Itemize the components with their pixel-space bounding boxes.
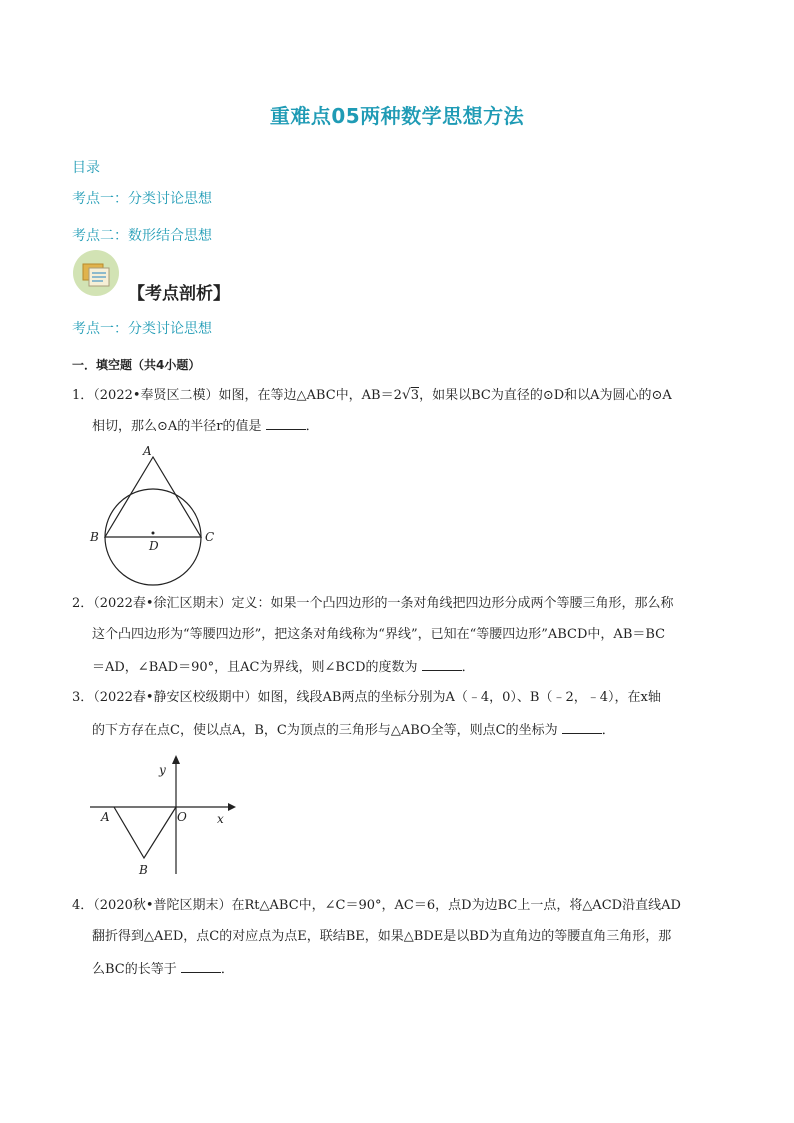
q4-line-2: 翻折得到△AED，点C的对应点为点E，联结BE，如果△BDE是以BD为直角边的等腰直角三角形，那: [92, 929, 672, 944]
label-B: B: [90, 530, 99, 544]
q3-line-2: [92, 721, 615, 739]
q2-line-2: 这个凸四边形为“等腰四边形”，把这条对角线称为“界线”，已知在“等腰四边形”ABCD中，AB＝BC: [92, 627, 666, 642]
section-subheading: 考点一：分类讨论思想: [72, 321, 212, 337]
toc-item-1[interactable]: 考点一：分类讨论思想: [72, 191, 212, 207]
q3-end: ．: [601, 723, 615, 738]
label-O: O: [177, 810, 187, 824]
q2-line-1: 2．（2022春•徐汇区期末）定义：如果一个凸四边形的一条对角线把四边形分成两个等腰三角形，那么称: [72, 596, 674, 611]
q2-end: ．: [461, 660, 475, 675]
answer-blank-1[interactable]: [266, 417, 306, 430]
q3-line-1: 3．（2022春•静安区校级期中）如图，线段AB两点的坐标分别为A（﹣4，0）、B（﹣2，﹣4），在x轴: [72, 690, 661, 705]
answer-blank-3[interactable]: [562, 721, 602, 734]
label-C: C: [205, 530, 215, 544]
q4-line-1: 4．（2020秋•普陀区期末）在Rt△ABC中，∠C＝90°，AC＝6，点D为边BC上一点，将△ACD沿直线AD: [72, 898, 681, 913]
q3-text-b: 的下方存在点C，使以点A，B，C为顶点的三角形与△ABO全等，则点C的坐标为: [92, 723, 558, 738]
label-B: B: [139, 863, 148, 877]
document-icon: [73, 250, 119, 296]
q1-sqrt-value: 3: [410, 388, 420, 403]
q4-line-3: [92, 960, 234, 978]
section-heading: 【考点剖析】: [128, 284, 230, 304]
q1-text-b: ，如果以BC为直径的⊙D和以A为圆心的⊙A: [419, 388, 672, 403]
q2-text-c: ＝AD，∠BAD＝90°，且AC为界线，则∠BCD的度数为: [92, 660, 418, 675]
q4-text-c: 么BC的长等于: [92, 962, 177, 977]
page-title: 重难点05两种数学思想方法: [269, 104, 525, 128]
figure-coordinate-axes: [88, 752, 240, 878]
q1-text-a: 1．（2022•奉贤区二模）如图，在等边△ABC中，AB＝2: [72, 388, 402, 403]
q1-line-2: [92, 417, 319, 435]
toc-item-2[interactable]: 考点二：数形结合思想: [72, 228, 212, 244]
q1-end: ．: [305, 419, 319, 434]
q4-end: ．: [220, 962, 234, 977]
q1-line-1: [72, 387, 672, 404]
label-x: x: [217, 812, 224, 826]
figure-triangle-circle: [82, 440, 232, 590]
answer-blank-4[interactable]: [181, 960, 221, 973]
q2-line-3: [92, 658, 475, 676]
answer-blank-2[interactable]: [422, 658, 462, 671]
label-y: y: [159, 763, 166, 777]
toc-heading: 目录: [72, 160, 100, 176]
label-D: D: [149, 539, 159, 553]
label-A: A: [101, 810, 110, 824]
q1-text-c: 相切，那么⊙A的半径r的值是: [92, 419, 262, 434]
question-type-label: 一．填空题（共4小题）: [72, 358, 201, 372]
label-A: A: [143, 444, 152, 458]
sqrt-sign: √: [401, 387, 411, 403]
